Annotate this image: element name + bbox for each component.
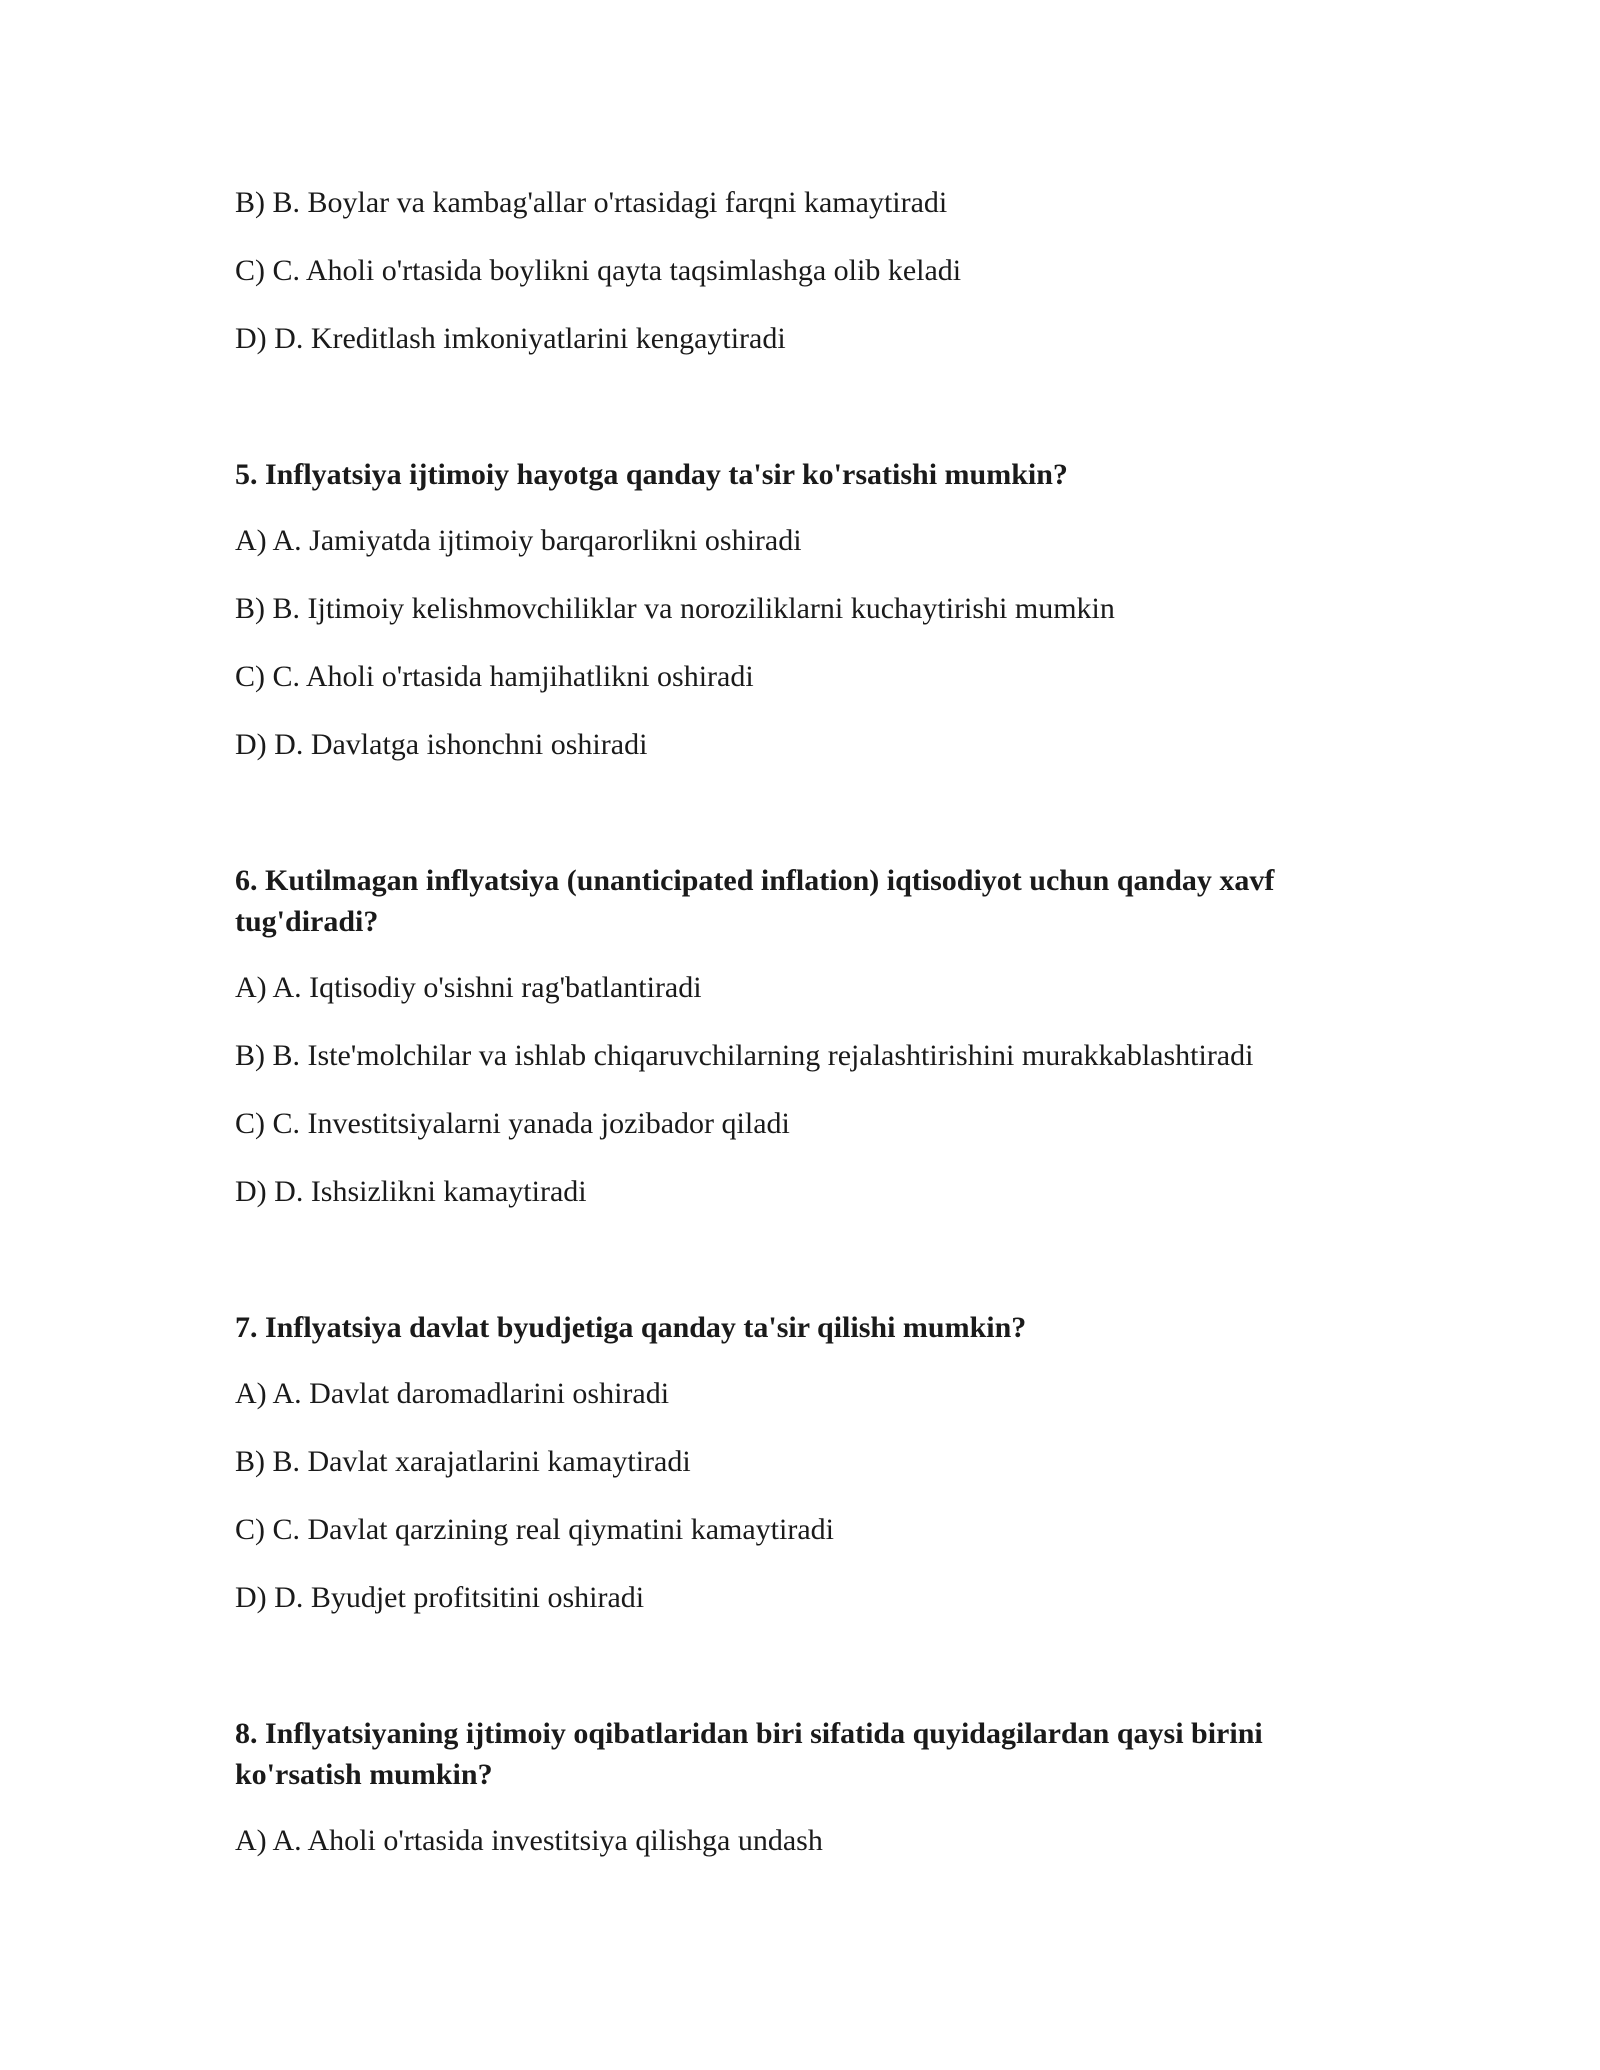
answer-option: C) C. Aholi o'rtasida boylikni qayta taqsimlashga olib keladi bbox=[235, 254, 962, 287]
answer-option: B) B. Davlat xarajatlarini kamaytiradi bbox=[235, 1445, 691, 1478]
question-block-5 bbox=[235, 454, 1365, 765]
question-text: 6. Kutilmagan inflyatsiya (unanticipated inflation) iqtisodiyot uchun qanday xavf tug'diradi? bbox=[235, 864, 1275, 938]
page-content bbox=[235, 183, 1365, 1889]
answer-option: C) C. Davlat qarzining real qiymatini kamaytiradi bbox=[235, 1513, 834, 1546]
answer-option: D) D. Ishsizlikni kamaytiradi bbox=[235, 1175, 587, 1208]
answer-option: B) B. Iste'molchilar va ishlab chiqaruvchilarning rejalashtirishini murakkablashtiradi bbox=[235, 1039, 1254, 1072]
answer-option: A) A. Jamiyatda ijtimoiy barqarorlikni oshiradi bbox=[235, 524, 802, 557]
question-text: 5. Inflyatsiya ijtimoiy hayotga qanday ta'sir ko'rsatishi mumkin? bbox=[235, 458, 1068, 491]
question-block-7 bbox=[235, 1307, 1365, 1618]
answer-option: A) A. Davlat daromadlarini oshiradi bbox=[235, 1377, 670, 1410]
answer-option: C) C. Aholi o'rtasida hamjihatlikni oshiradi bbox=[235, 660, 754, 693]
answer-option: D) D. Byudjet profitsitini oshiradi bbox=[235, 1581, 645, 1614]
question-text: 8. Inflyatsiyaning ijtimoiy oqibatlaridan biri sifatida quyidagilardan qaysi birini ko'rsatish mumkin? bbox=[235, 1717, 1263, 1791]
answer-option: B) B. Boylar va kambag'allar o'rtasidagi farqni kamaytiradi bbox=[235, 186, 948, 219]
previous-question-options bbox=[235, 183, 1365, 359]
question-text: 7. Inflyatsiya davlat byudjetiga qanday ta'sir qilishi mumkin? bbox=[235, 1311, 1027, 1344]
answer-option: D) D. Kreditlash imkoniyatlarini kengaytiradi bbox=[235, 322, 786, 355]
answer-option: B) B. Ijtimoiy kelishmovchiliklar va noroziliklarni kuchaytirishi mumkin bbox=[235, 592, 1115, 625]
question-block-8 bbox=[235, 1713, 1365, 1861]
answer-option: A) A. Iqtisodiy o'sishni rag'batlantiradi bbox=[235, 971, 702, 1004]
answer-option: A) A. Aholi o'rtasida investitsiya qilishga undash bbox=[235, 1824, 823, 1857]
answer-option: C) C. Investitsiyalarni yanada jozibador qiladi bbox=[235, 1107, 790, 1140]
answer-option: D) D. Davlatga ishonchni oshiradi bbox=[235, 728, 648, 761]
question-block-6 bbox=[235, 860, 1365, 1212]
